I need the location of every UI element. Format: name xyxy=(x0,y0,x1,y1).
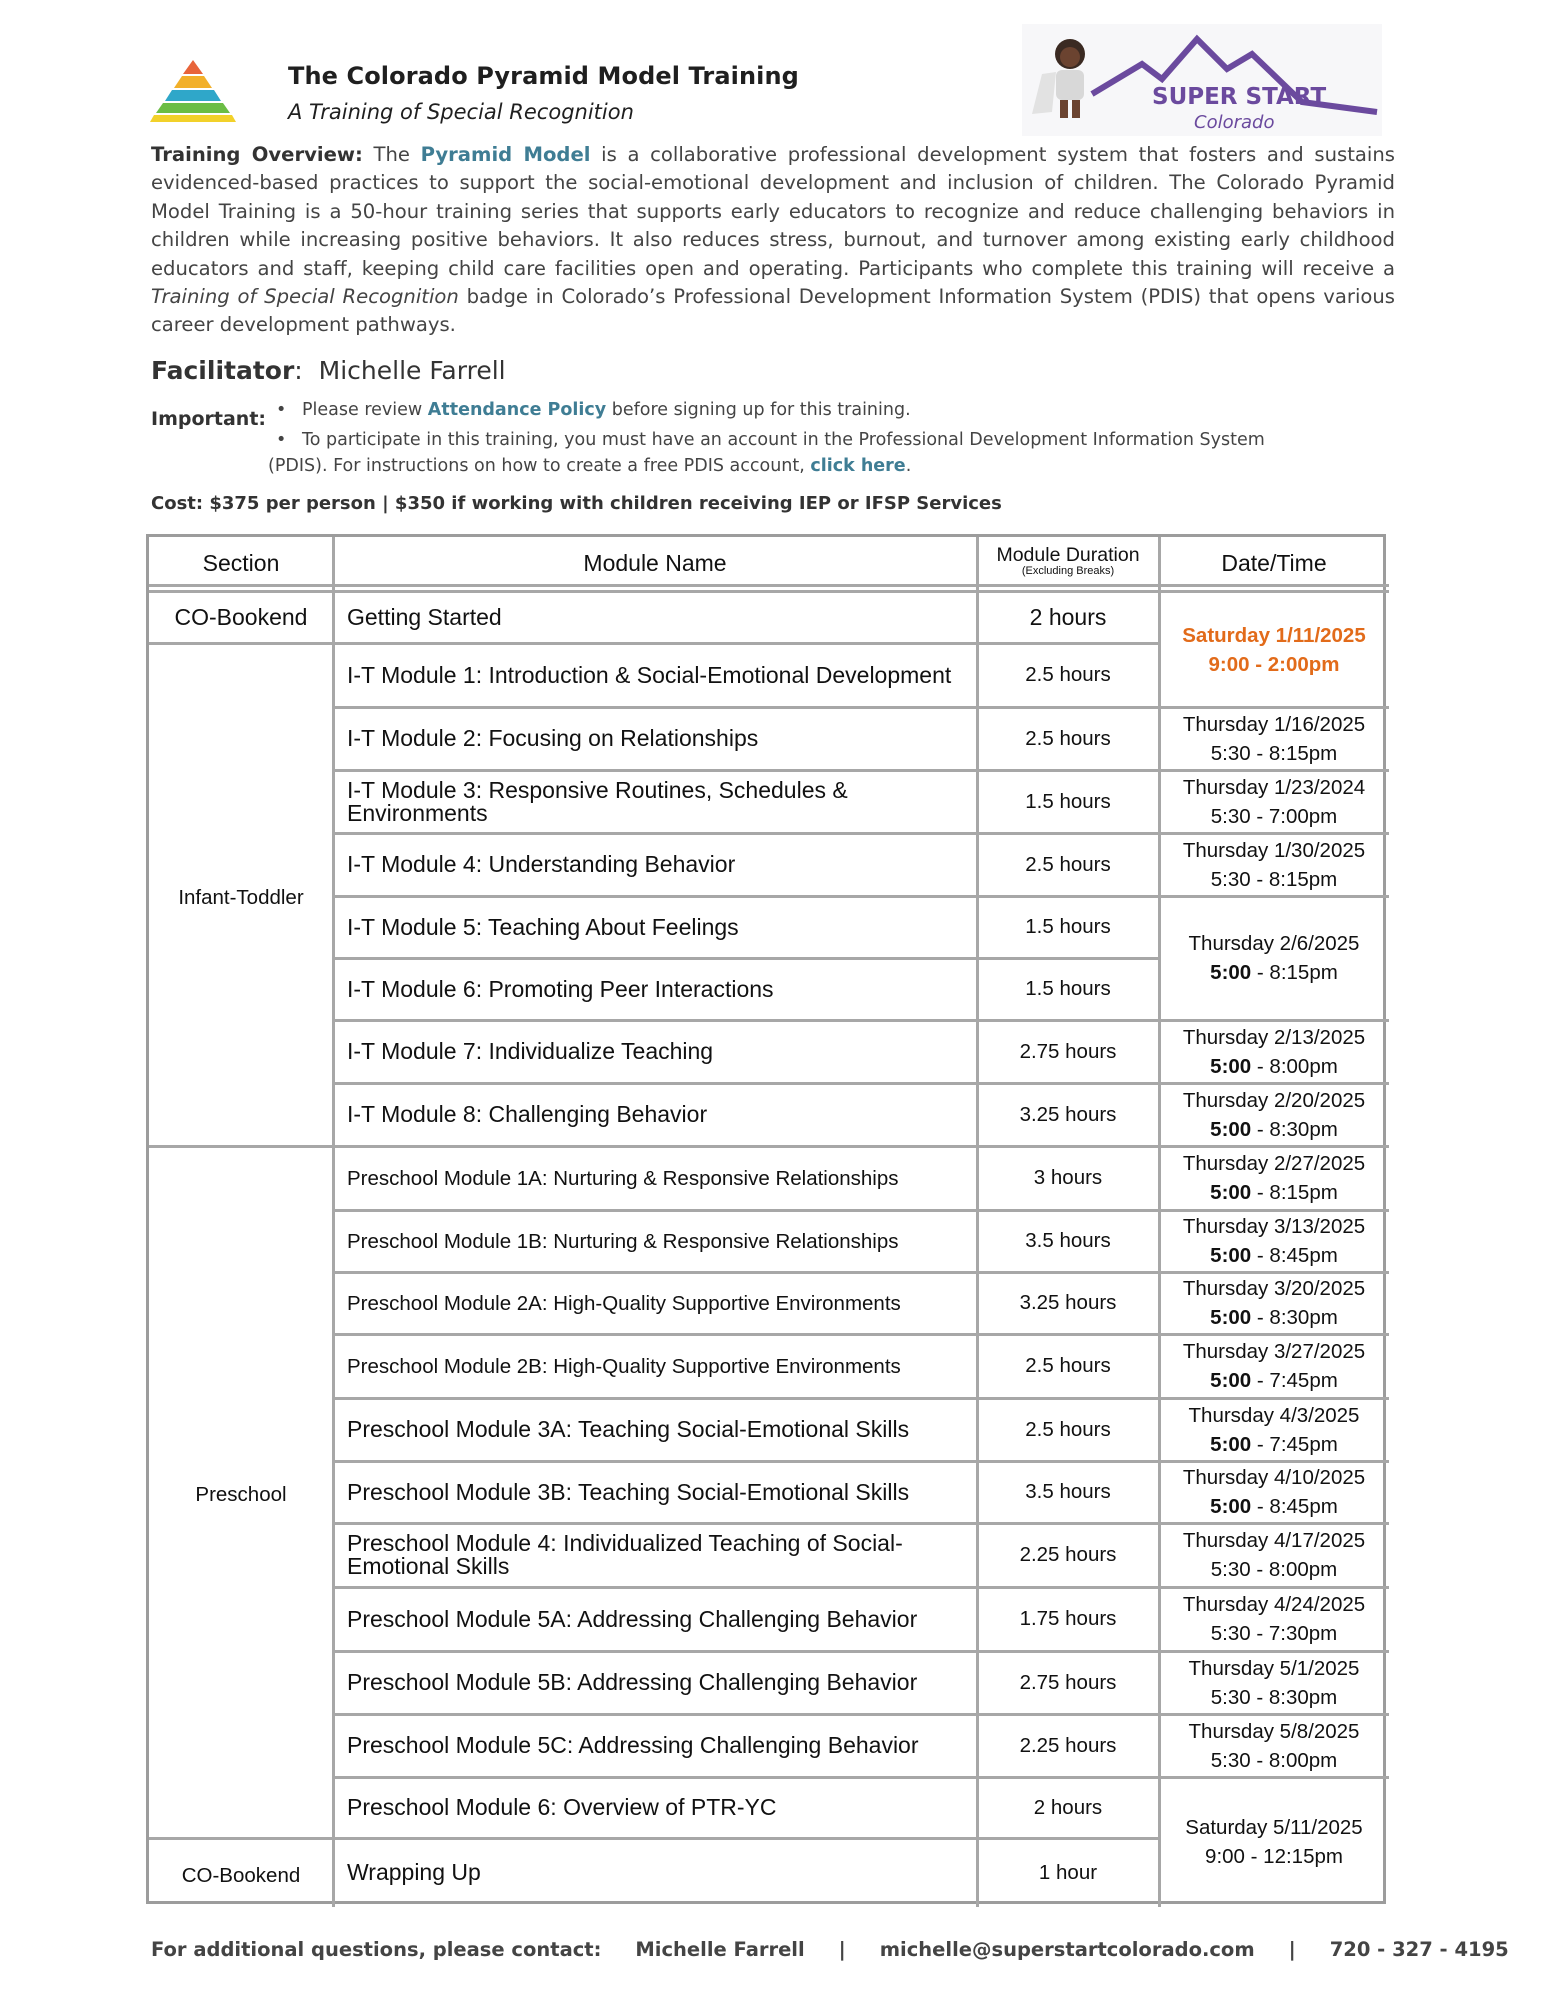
duration-cell: 2.75 hours xyxy=(1019,1670,1117,1694)
duration-cell: 2.25 hours xyxy=(1019,1543,1117,1566)
date-time-cell xyxy=(1159,591,1389,707)
duration-cell: 2.75 hours xyxy=(1019,1039,1117,1063)
duration-cell: 1.5 hours xyxy=(1025,789,1111,813)
header-duration-note: (Excluding Breaks) xyxy=(1021,564,1115,577)
important-label: Important: xyxy=(151,408,267,430)
facilitator-sep: : xyxy=(294,356,303,385)
date-time-cell xyxy=(1159,1083,1389,1146)
module-name-cell: Preschool Module 5A: Addressing Challenging Behavior xyxy=(347,1605,918,1632)
duration-cell: 2.5 hours xyxy=(1025,852,1111,876)
important-bullet-1: • Please review Attendance Policy before signing up for this training. xyxy=(276,400,911,420)
date-day: Thursday 4/10/2025 xyxy=(1182,1466,1366,1489)
duration-cell: 1 hour xyxy=(1038,1860,1098,1884)
cost-line: Cost: $375 per person | $350 if working with children receiving IEP or IFSP Services xyxy=(151,493,1002,514)
date-day: Thursday 3/13/2025 xyxy=(1182,1215,1366,1238)
date-day: Thursday 5/8/2025 xyxy=(1188,1719,1360,1743)
header-module-name: Module Name xyxy=(583,549,727,576)
module-name-cell: Preschool Module 5B: Addressing Challenging Behavior xyxy=(347,1669,918,1695)
module-name-cell: I-T Module 7: Individualize Teaching xyxy=(347,1038,714,1064)
module-name-cell: I-T Module 3: Responsive Routines, Schedules & Environments xyxy=(347,776,848,826)
duration-cell: 3.25 hours xyxy=(1019,1291,1117,1314)
date-day: Thursday 2/20/2025 xyxy=(1182,1088,1366,1112)
date-day: Thursday 5/1/2025 xyxy=(1188,1656,1360,1680)
section-4: CO-Bookend xyxy=(181,1863,301,1887)
date-time: 5:00 - 8:30pm xyxy=(1210,1306,1338,1329)
overview-text-3: badge in Colorado’s Professional Development Information System (PDIS) that opens various career development pathways. xyxy=(151,285,1395,337)
date-time: 5:00 - 8:15pm xyxy=(1210,1181,1338,1204)
date-time-cell xyxy=(1159,1651,1389,1714)
date-day: Saturday 5/11/2025 xyxy=(1185,1816,1363,1839)
date-time: 5:00 - 8:45pm xyxy=(1210,1244,1338,1267)
module-name-cell: Preschool Module 2A: High-Quality Supportive Environments xyxy=(347,1291,901,1315)
module-name-cell: Preschool Module 3A: Teaching Social-Emotional Skills xyxy=(347,1416,910,1442)
date-time: 5:30 - 8:15pm xyxy=(1210,867,1338,891)
module-name-cell: I-T Module 5: Teaching About Feelings xyxy=(347,913,739,940)
date-time: 5:00 - 7:45pm xyxy=(1210,1432,1338,1456)
date-time-cell xyxy=(1159,1587,1389,1651)
schedule-table xyxy=(146,534,1386,1904)
date-time-cell xyxy=(1159,1461,1389,1523)
module-name-cell: I-T Module 4: Understanding Behavior xyxy=(347,851,736,877)
module-name-cell: Preschool Module 1B: Nurturing & Responsive Relationships xyxy=(347,1229,899,1253)
duration-cell: 1.5 hours xyxy=(1025,977,1111,1000)
date-time: 5:00 - 8:00pm xyxy=(1210,1054,1338,1078)
date-time-cell xyxy=(1159,770,1389,833)
date-day: Thursday 3/27/2025 xyxy=(1182,1340,1366,1363)
date-day: Thursday 2/27/2025 xyxy=(1182,1152,1366,1175)
important-bullet-2: • To participate in this training, you must have an account in the Professional Development Information System xyxy=(276,430,1265,450)
click-here-link[interactable]: click here xyxy=(810,456,906,476)
attendance-policy-link[interactable]: Attendance Policy xyxy=(427,400,607,420)
date-time: 5:30 - 8:30pm xyxy=(1210,1685,1338,1709)
duration-cell: 2.25 hours xyxy=(1019,1733,1117,1757)
date-time: 5:00 - 8:45pm xyxy=(1210,1495,1338,1518)
date-day: Saturday 1/11/2025 xyxy=(1182,624,1366,647)
module-name-cell: Preschool Module 2B: High-Quality Supportive Environments xyxy=(347,1354,901,1378)
module-name-cell: Wrapping Up xyxy=(347,1859,481,1885)
overview-text-2: is a collaborative professional development system that fosters and sustains evidenced-based practices to support the social-emotional development and inclusion of children. The Colorado Pyramid Model Training is a 50-hour training series that supports early educators to recognize and reduce challenging behaviors in children while increasing positive behaviors. It also reduces stress, burnout, and turnover among existing early childhood educators and staff, keeping child care facilities open and operating. Participants who complete this training will receive a xyxy=(151,143,1395,280)
duration-cell: 2.5 hours xyxy=(1025,1417,1111,1441)
facilitator xyxy=(151,356,506,385)
duration-cell: 3.5 hours xyxy=(1025,1480,1111,1503)
duration-cell: 3.25 hours xyxy=(1019,1102,1117,1126)
date-day: Thursday 1/23/2024 xyxy=(1182,775,1366,799)
section-1: CO-Bookend xyxy=(174,603,308,630)
date-time: 5:00 - 8:30pm xyxy=(1210,1117,1338,1141)
duration-cell: 3 hours xyxy=(1033,1166,1103,1189)
module-name-cell: Preschool Module 4: Individualized Teaching of Social-Emotional Skills xyxy=(347,1530,903,1579)
module-name-cell: I-T Module 1: Introduction & Social-Emotional Development xyxy=(347,661,952,688)
date-time-cell xyxy=(1159,1146,1389,1210)
overview-italic: Training of Special Recognition xyxy=(151,285,459,309)
date-time: 5:30 - 7:30pm xyxy=(1210,1622,1338,1645)
overview-lead: Training Overview: xyxy=(151,143,363,166)
overview-text-1: The xyxy=(362,143,421,166)
contact-phone: 720 - 327 - 4195 xyxy=(1329,1938,1509,1961)
important-bullet-2-cont: (PDIS). For instructions on how to create a free PDIS account, click here. xyxy=(268,456,912,476)
date-time-cell xyxy=(1159,1523,1389,1587)
duration-cell: 1.75 hours xyxy=(1019,1607,1117,1630)
duration-cell: 2.5 hours xyxy=(1025,663,1111,686)
date-day: Thursday 3/20/2025 xyxy=(1182,1277,1366,1300)
date-time: 9:00 - 12:15pm xyxy=(1205,1845,1343,1868)
date-day: Thursday 4/3/2025 xyxy=(1188,1403,1360,1427)
module-name-cell: Getting Started xyxy=(347,603,502,630)
date-time-cell xyxy=(1159,1714,1389,1777)
module-name-cell: Preschool Module 1A: Nurturing & Responsive Relationships xyxy=(347,1166,899,1190)
date-time-cell xyxy=(1159,707,1389,770)
doc-subtitle: A Training of Special Recognition xyxy=(288,100,634,124)
module-name-cell: Preschool Module 6: Overview of PTR-YC xyxy=(347,1794,777,1820)
contact-footer: For additional questions, please contact: Michelle Farrell | michelle@superstartcolorado.com | 720 - 327 - 4195 xyxy=(151,1938,1509,1961)
date-day: Thursday 4/24/2025 xyxy=(1182,1593,1366,1616)
duration-cell: 1.5 hours xyxy=(1025,915,1111,938)
training-overview xyxy=(151,141,1395,340)
header-duration xyxy=(977,537,1159,585)
date-time: 5:30 - 7:00pm xyxy=(1210,804,1338,828)
date-time-cell xyxy=(1159,1272,1389,1334)
date-time: 5:30 - 8:00pm xyxy=(1210,1748,1338,1772)
row-divider xyxy=(149,1837,333,1840)
date-day: Thursday 1/30/2025 xyxy=(1182,838,1366,862)
date-time: 5:30 - 8:00pm xyxy=(1210,1558,1338,1581)
module-name-cell: Preschool Module 5C: Addressing Challenging Behavior xyxy=(347,1732,919,1758)
brand-name: SUPER START xyxy=(1152,84,1327,110)
duration-cell: 3.5 hours xyxy=(1025,1229,1111,1252)
date-time-cell xyxy=(1159,1398,1389,1461)
row-divider xyxy=(149,1145,333,1148)
row-divider xyxy=(149,642,333,645)
header-date-time: Date/Time xyxy=(1221,549,1327,576)
date-time-cell xyxy=(1159,833,1389,896)
date-time: 5:00 - 8:15pm xyxy=(1210,961,1338,984)
section-3: Preschool xyxy=(195,1483,287,1506)
brand-sub: Colorado xyxy=(1194,112,1275,133)
section-2: Infant-Toddler xyxy=(178,885,304,909)
date-time: 9:00 - 2:00pm xyxy=(1208,653,1340,676)
module-name-cell: I-T Module 6: Promoting Peer Interactions xyxy=(347,975,774,1002)
date-day: Thursday 2/13/2025 xyxy=(1182,1025,1366,1049)
module-name-cell: Preschool Module 3B: Teaching Social-Emotional Skills xyxy=(347,1478,910,1505)
date-day: Thursday 2/6/2025 xyxy=(1188,932,1360,955)
module-name-cell: I-T Module 2: Focusing on Relationships xyxy=(347,725,759,751)
duration-cell: 2 hours xyxy=(1029,603,1107,630)
date-time: 5:30 - 8:15pm xyxy=(1210,741,1338,765)
date-time-cell xyxy=(1159,1020,1389,1083)
date-day: Thursday 1/16/2025 xyxy=(1182,712,1366,736)
super-start-logo xyxy=(1022,24,1382,136)
duration-cell: 2.5 hours xyxy=(1025,1354,1111,1377)
facilitator-name: Michelle Farrell xyxy=(318,356,506,385)
header-duration-label: Module Duration xyxy=(996,543,1140,566)
duration-cell: 2.5 hours xyxy=(1025,726,1111,750)
contact-email[interactable]: michelle@superstartcolorado.com xyxy=(879,1938,1255,1961)
date-time-cell xyxy=(1159,1777,1389,1907)
date-time-cell xyxy=(1159,896,1389,1020)
date-day: Thursday 4/17/2025 xyxy=(1182,1529,1366,1552)
contact-name: Michelle Farrell xyxy=(635,1938,805,1961)
duration-cell: 2 hours xyxy=(1033,1795,1103,1819)
pyramid-logo-icon xyxy=(150,58,236,124)
module-name-cell: I-T Module 8: Challenging Behavior xyxy=(347,1101,708,1127)
date-time-cell xyxy=(1159,1334,1389,1398)
doc-title: The Colorado Pyramid Model Training xyxy=(288,62,799,90)
date-time: 5:00 - 7:45pm xyxy=(1210,1369,1338,1392)
pyramid-model-link[interactable]: Pyramid Model xyxy=(420,143,591,166)
facilitator-label: Facilitator xyxy=(151,356,295,385)
date-time-cell xyxy=(1159,1210,1389,1272)
header-section: Section xyxy=(202,549,280,576)
row-divider xyxy=(149,584,1389,587)
